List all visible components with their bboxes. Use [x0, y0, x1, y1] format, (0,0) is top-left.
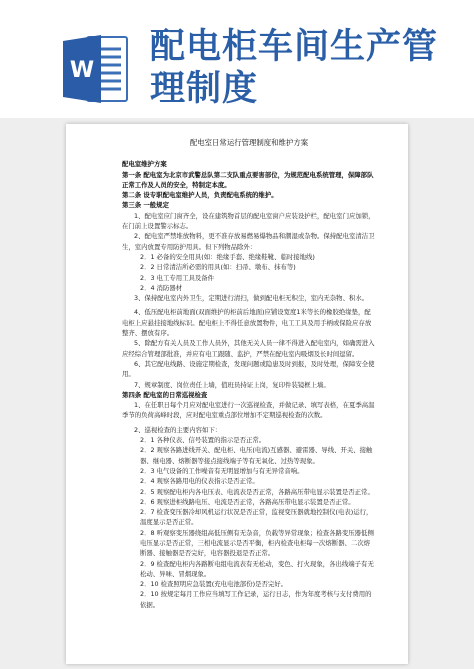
article-3-heading: 第三条 一般规定	[122, 201, 169, 210]
list-item: 2．4 消防器材	[140, 283, 183, 292]
list-item: 2．1 必备的安全用具(如：绝缘手套、绝缘鞋靴、临时接地线)	[140, 252, 315, 261]
list-item: 2．4 观察各路用电的仪表指示是否正常。	[140, 477, 259, 486]
list-item: 2．6 观察进柜线路电压、电流是否正常，各路高压带电显示装置是否正常。	[140, 497, 355, 506]
list-item: 2．7 检查变压器冷却风机运行状况是否正常，监视变压器就地控制仪(电表)运行，温度显示是否正常。	[140, 508, 373, 527]
word-document-icon	[63, 33, 129, 105]
article-2: 第二条 设专职配电室维护人员，负责配电系统的维护。	[122, 191, 278, 200]
list-item: 2．3 电气设备的工作噪音有无明显增加与有无异常音响。	[140, 466, 304, 475]
list-item: 2．2 日常清洁所必需的用具(如：扫帚、墩布、抹布等)	[140, 263, 296, 272]
banner-title: 配电柜车间生产管理制度	[150, 27, 439, 109]
document-body	[122, 138, 376, 610]
list-item: 2．3 电工专用工具及备件	[140, 273, 215, 282]
list-item: 2．9 检查配电柜内各路断电组电流表有无松动，变色、打火现象，各出线端子有无松动、异味、冒烟现象。	[140, 559, 374, 578]
paragraph: 5、除配方有关人员及工作人员外，其他无关人员一律不得进入配电室内，如确需进入应经综合管理部批准，并应有电工跟随、监护，严禁在配电室内吸烟及长时间逗留。	[122, 339, 375, 358]
list-item: 2．8 听观察变压器绕组高低压侧有无杂音，负载等异常现象；检查各路变压器低侧电压显示是否正常，三相电流显示是否平衡，柜内检查电柜每一次熔断器、二次熔断器、接触器是否完好，电容器投退是否正常。	[140, 528, 374, 558]
article-1: 第一条 配电室为北京市武警总队第二支队重点要害部位，为规范配电系统管理，保障部队正常工作及人员的安全，特制定本度。	[122, 170, 374, 189]
svg-text:W: W	[69, 58, 95, 83]
paragraph: 2、配电室严禁堆放物料，更不准存放易燃易爆物品和潮湿或杂物。保持配电室清洁卫生，室内放置专用防护用具。但下列物品除外：	[122, 232, 375, 251]
paragraph: 2、巡视检查的主要内容如下：	[134, 425, 222, 434]
list-item: 2．1 各种仪表、信号装置的指示是否正常。	[140, 436, 266, 445]
list-item: 2．5 观察配电柜内各电压表、电流表是否正常，各路高压带电显示装置是否正常。	[140, 487, 374, 496]
document-title: 配电室日常运行管理制度和维护方案	[189, 138, 309, 147]
banner	[0, 0, 474, 120]
list-item: 2．2 观察各路进线开关、配电柜、电压(电流)互感器、避雷器、导线、开关、接触器、继电器、熔断器等接点接线端子等有无氧化、过热等现象。	[140, 446, 373, 465]
paragraph: 1、配电室应门窗齐全，设在建筑物首层的配电室窗户应装设护栏，配电室门应加锁，在门前上设置警示标志。	[122, 211, 375, 231]
paragraph: 6、其它配电线路、设施定期检查，发现问题或隐患及时到报，及时处理，保障安全使用。	[122, 359, 375, 379]
paragraph: 1、在任职日每个月应对配电室进行一次巡视检查，并做记录、填写表格，在夏季高温季节的负荷高峰时段，应对配电室重点部位增加不定期巡视检查的次数。	[122, 401, 375, 420]
paragraph: 7、规章制度、岗位责任上墙，值班员持证上岗，复印件装镜框上墙。	[134, 380, 330, 389]
document-page	[66, 124, 408, 664]
article-4-heading: 第四条 配电室的日常巡视检查	[122, 390, 208, 399]
section-heading: 配电室维护方案	[122, 160, 167, 169]
list-item: 2．10 检查照明应急装置(充电电池部份)是否完好。	[140, 580, 288, 589]
paragraph: 4、低压配电柜前地面(双面维护的柜前后地面)应铺设宽度1米等长的橡胶绝缘垫，配电柜上应悬挂接地线标识。配电柜上不得任意放置物件，电工工具及用手柄或保险应存放整齐、摆放有序。	[122, 308, 372, 338]
list-item: 2．10 按规定每月工作应当填写工作记录，运行日志，作为年度考核与支付费用的依据。	[140, 590, 372, 609]
paragraph: 3、保持配电室内外卫生，定期进行清扫，做到配电柜无积尘，室内无杂物、积水。	[134, 294, 369, 303]
